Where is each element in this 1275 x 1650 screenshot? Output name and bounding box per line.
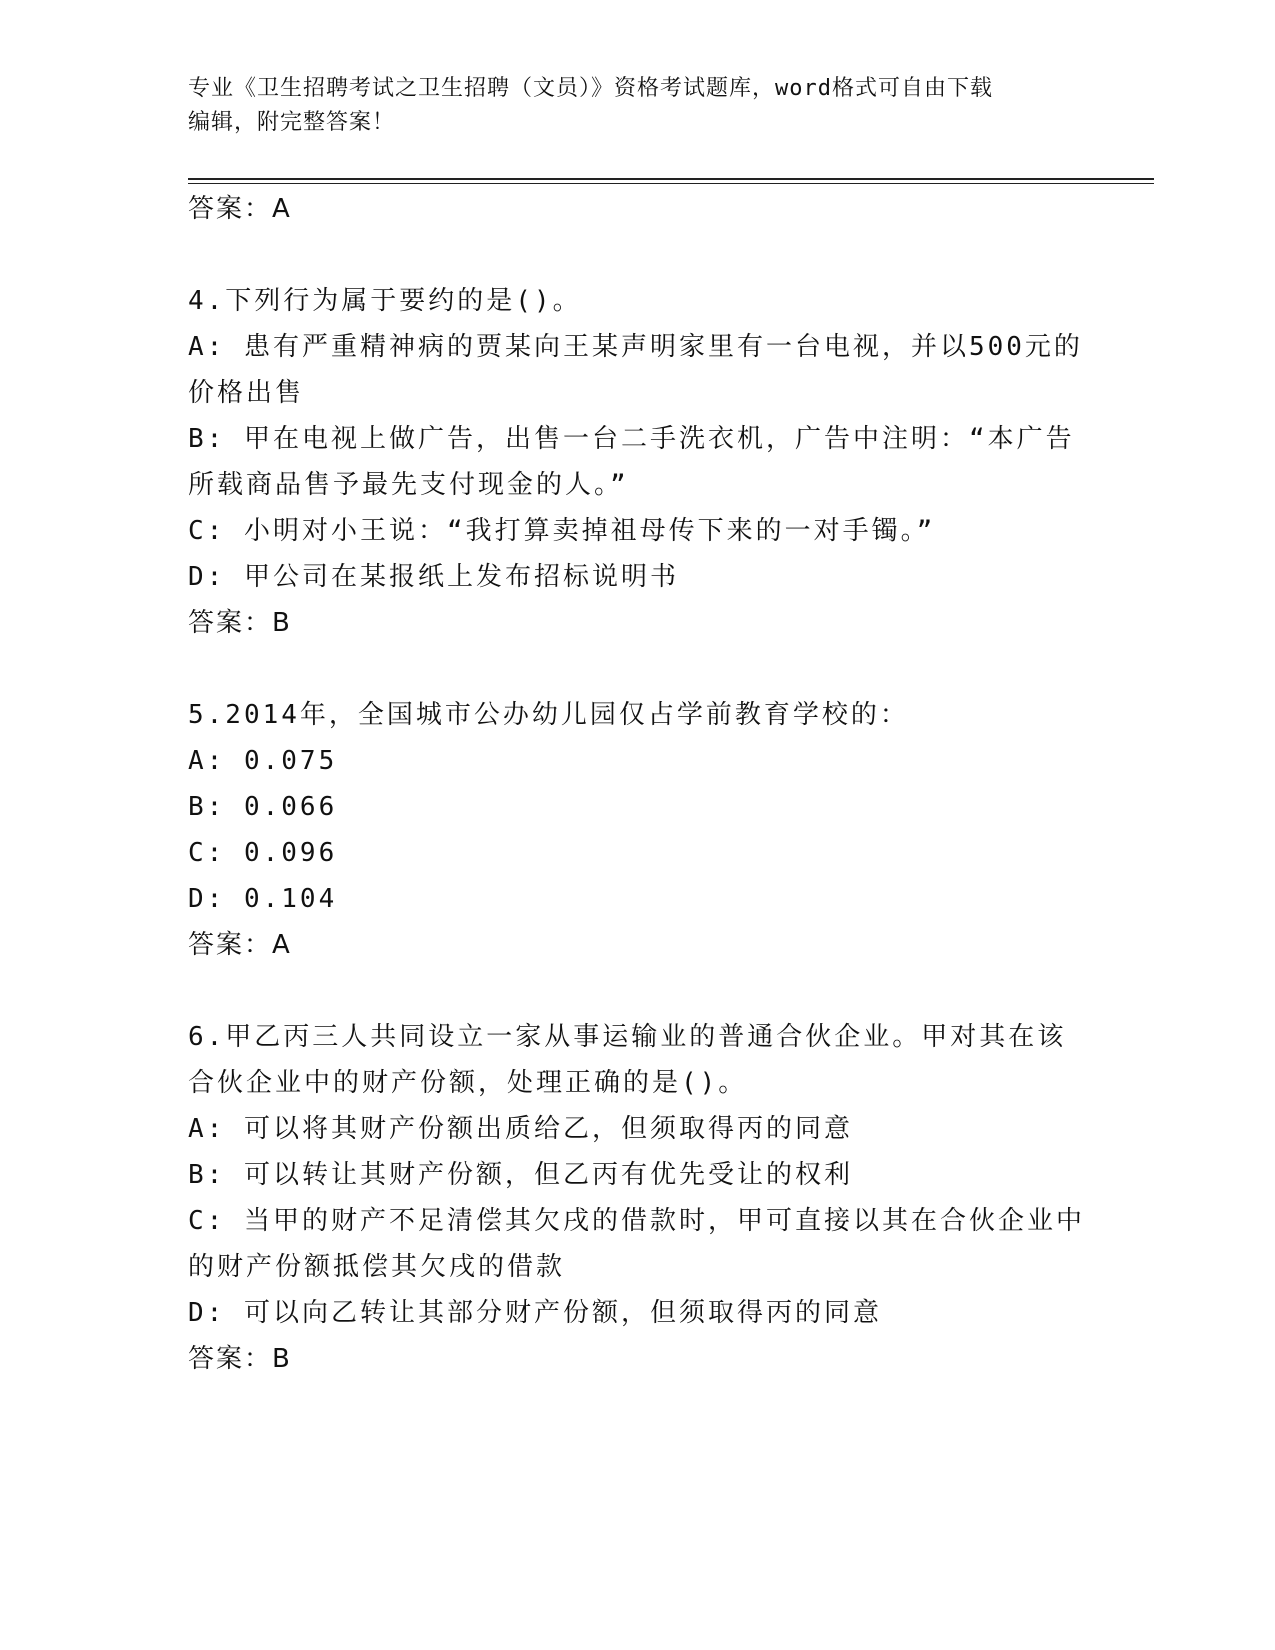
question-5-option-d: D: 0.104 <box>188 884 338 914</box>
question-5-stem: 5.2014年，全国城市公办幼儿园仅占学前教育学校的： <box>188 700 909 730</box>
question-4-answer: 答案：B <box>188 608 292 638</box>
spacer <box>188 646 1108 692</box>
question-4-option-b-line-1: B: 甲在电视上做广告，出售一台二手洗衣机，广告中注明：“本广告 <box>188 424 1075 454</box>
question-6-option-d: D: 可以向乙转让其部分财产份额，但须取得丙的同意 <box>188 1298 882 1328</box>
question-6-stem-line-2: 合伙企业中的财产份额，处理正确的是()。 <box>188 1068 748 1098</box>
spacer <box>188 232 1108 278</box>
question-4-option-c: C: 小明对小王说：“我打算卖掉祖母传下来的一对手镯。” <box>188 516 936 546</box>
question-4-option-a-line-2: 价格出售 <box>188 378 305 408</box>
question-4 <box>188 278 1108 646</box>
question-6-option-b: B: 可以转让其财产份额，但乙丙有优先受让的权利 <box>188 1160 853 1190</box>
question-6-stem-line-1: 6.甲乙丙三人共同设立一家从事运输业的普通合伙企业。甲对其在该 <box>188 1022 1067 1052</box>
question-4-stem: 4.下列行为属于要约的是()。 <box>188 286 582 316</box>
header-line-1: 专业《卫生招聘考试之卫生招聘（文员）》资格考试题库，word格式可自由下载 <box>188 76 993 101</box>
question-content <box>188 186 1108 1382</box>
question-5-answer: 答案：A <box>188 930 292 960</box>
question-4-option-d: D: 甲公司在某报纸上发布招标说明书 <box>188 562 679 592</box>
question-6-option-c-line-1: C: 当甲的财产不足清偿其欠戌的借款时，甲可直接以其在合伙企业中 <box>188 1206 1085 1236</box>
previous-answer: 答案：A <box>188 194 292 224</box>
spacer <box>188 968 1108 1014</box>
question-6-answer: 答案：B <box>188 1344 292 1374</box>
question-6 <box>188 1014 1108 1382</box>
question-5-option-c: C: 0.096 <box>188 838 338 868</box>
question-5-option-b: B: 0.066 <box>188 792 338 822</box>
header-divider <box>188 178 1154 184</box>
page-header <box>188 72 1088 140</box>
header-line-2: 编辑，附完整答案！ <box>188 110 396 135</box>
question-6-option-c-line-2: 的财产份额抵偿其欠戌的借款 <box>188 1252 566 1282</box>
question-5 <box>188 692 1108 968</box>
question-4-option-b-line-2: 所载商品售予最先支付现金的人。” <box>188 470 629 500</box>
question-5-option-a: A: 0.075 <box>188 746 338 776</box>
question-6-option-a: A: 可以将其财产份额出质给乙，但须取得丙的同意 <box>188 1114 853 1144</box>
question-4-option-a-line-1: A: 患有严重精神病的贾某向王某声明家里有一台电视，并以500元的 <box>188 332 1083 362</box>
